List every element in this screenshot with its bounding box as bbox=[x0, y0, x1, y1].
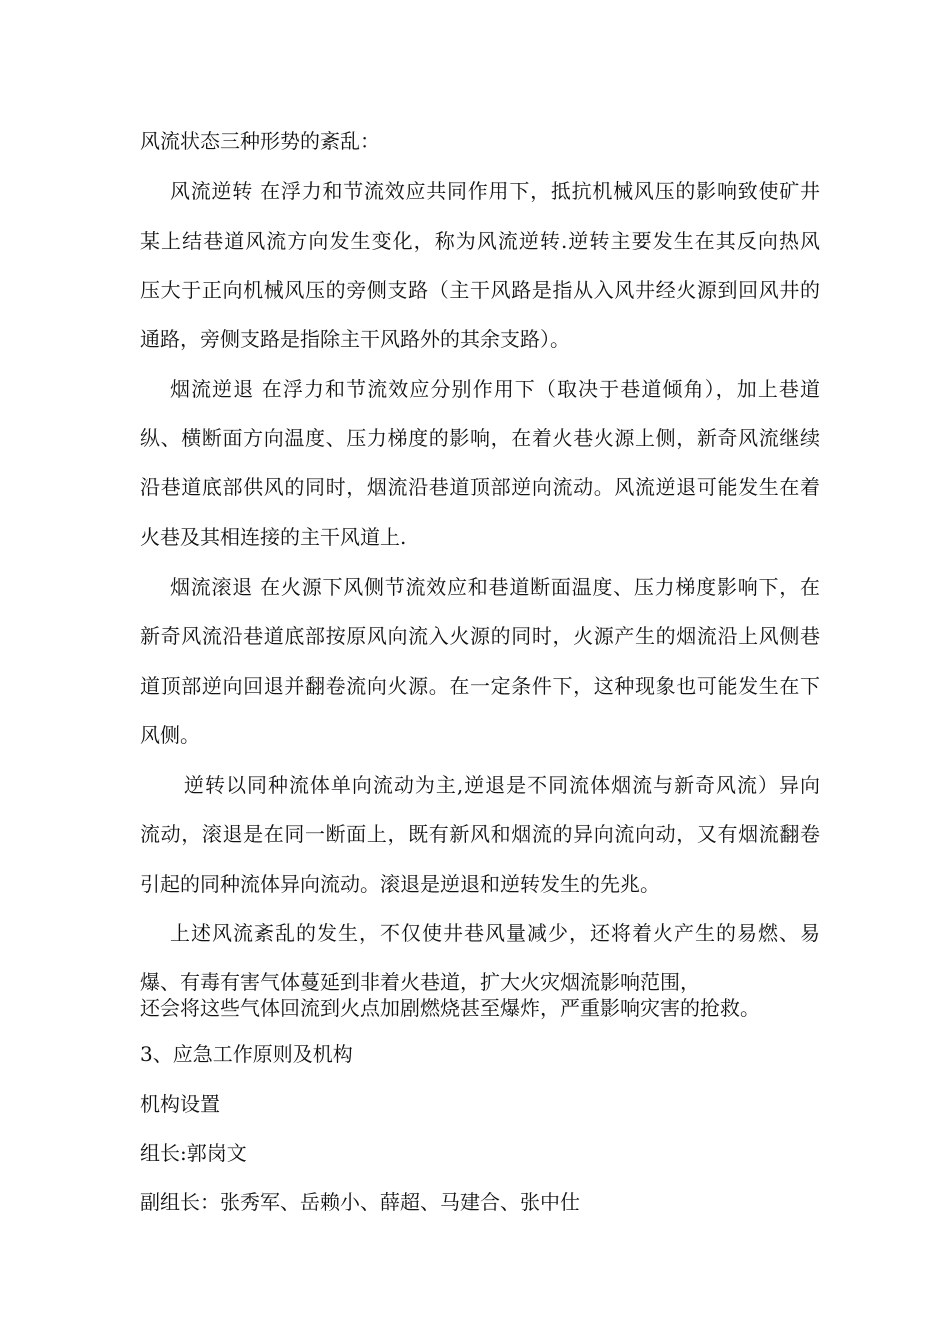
paragraph-1-line-1: 风流逆转 在浮力和节流效应共同作用下，抵抗机械风压的影响致使矿井 bbox=[170, 179, 820, 203]
paragraph-3-line-2: 新奇风流沿巷道底部按原风向流入火源的同时，火源产生的烟流沿上风侧巷 bbox=[140, 624, 820, 648]
paragraph-4-line-3: 引起的同种流体异向流动。滚退是逆退和逆转发生的先兆。 bbox=[140, 872, 660, 896]
section-title: 3、应急工作原则及机构 bbox=[140, 1042, 353, 1066]
paragraph-3-line-3: 道顶部逆向回退并翻卷流向火源。在一定条件下，这种现象也可能发生在下 bbox=[140, 674, 820, 698]
paragraph-1-line-4: 通路，旁侧支路是指除主干风路外的其余支路）。 bbox=[140, 327, 570, 351]
paragraph-4-line-1: 逆转以同种流体单向流动为主,逆退是不同流体烟流与新奇风流）异向 bbox=[184, 773, 820, 797]
paragraph-3-line-1: 烟流滚退 在火源下风侧节流效应和巷道断面温度、压力梯度影响下，在 bbox=[170, 575, 820, 599]
heading: 风流状态三种形势的紊乱： bbox=[140, 129, 380, 153]
paragraph-2-line-4: 火巷及其相连接的主干风道上. bbox=[140, 525, 407, 549]
paragraph-2-line-1: 烟流逆退 在浮力和节流效应分别作用下（取决于巷道倾角），加上巷道 bbox=[170, 377, 820, 401]
paragraph-2-line-2: 纵、横断面方向温度、压力梯度的影响，在着火巷火源上侧，新奇风流继续 bbox=[140, 426, 820, 450]
paragraph-5-line-2: 爆、有毒有害气体蔓延到非着火巷道，扩大火灾烟流影响范围， bbox=[140, 970, 700, 994]
paragraph-2-line-3: 沿巷道底部供风的同时，烟流沿巷道顶部逆向流动。风流逆退可能发生在着 bbox=[140, 475, 820, 499]
paragraph-3-line-4: 风侧。 bbox=[140, 723, 200, 747]
paragraph-4-line-2: 流动，滚退是在同一断面上，既有新风和烟流的异向流向动，又有烟流翻卷 bbox=[140, 822, 820, 846]
paragraph-5-line-3: 还会将这些气体回流到火点加剧燃烧甚至爆炸，严重影响灾害的抢救。 bbox=[140, 996, 760, 1020]
paragraph-5-line-1: 上述风流紊乱的发生，不仅使井巷风量减少，还将着火产生的易燃、易 bbox=[170, 921, 820, 945]
paragraph-1-line-2: 某上结巷道风流方向发生变化，称为风流逆转.逆转主要发生在其反向热风 bbox=[140, 229, 820, 253]
paragraph-1-line-3: 压大于正向机械风压的旁侧支路（主干风路是指从入风井经火源到回风井的 bbox=[140, 278, 820, 302]
deputy-leaders-line: 副组长：张秀军、岳赖小、薛超、马建合、张中仕 bbox=[140, 1190, 580, 1214]
org-setup-label: 机构设置 bbox=[140, 1092, 220, 1116]
leader-line: 组长:郭岗文 bbox=[140, 1141, 247, 1165]
